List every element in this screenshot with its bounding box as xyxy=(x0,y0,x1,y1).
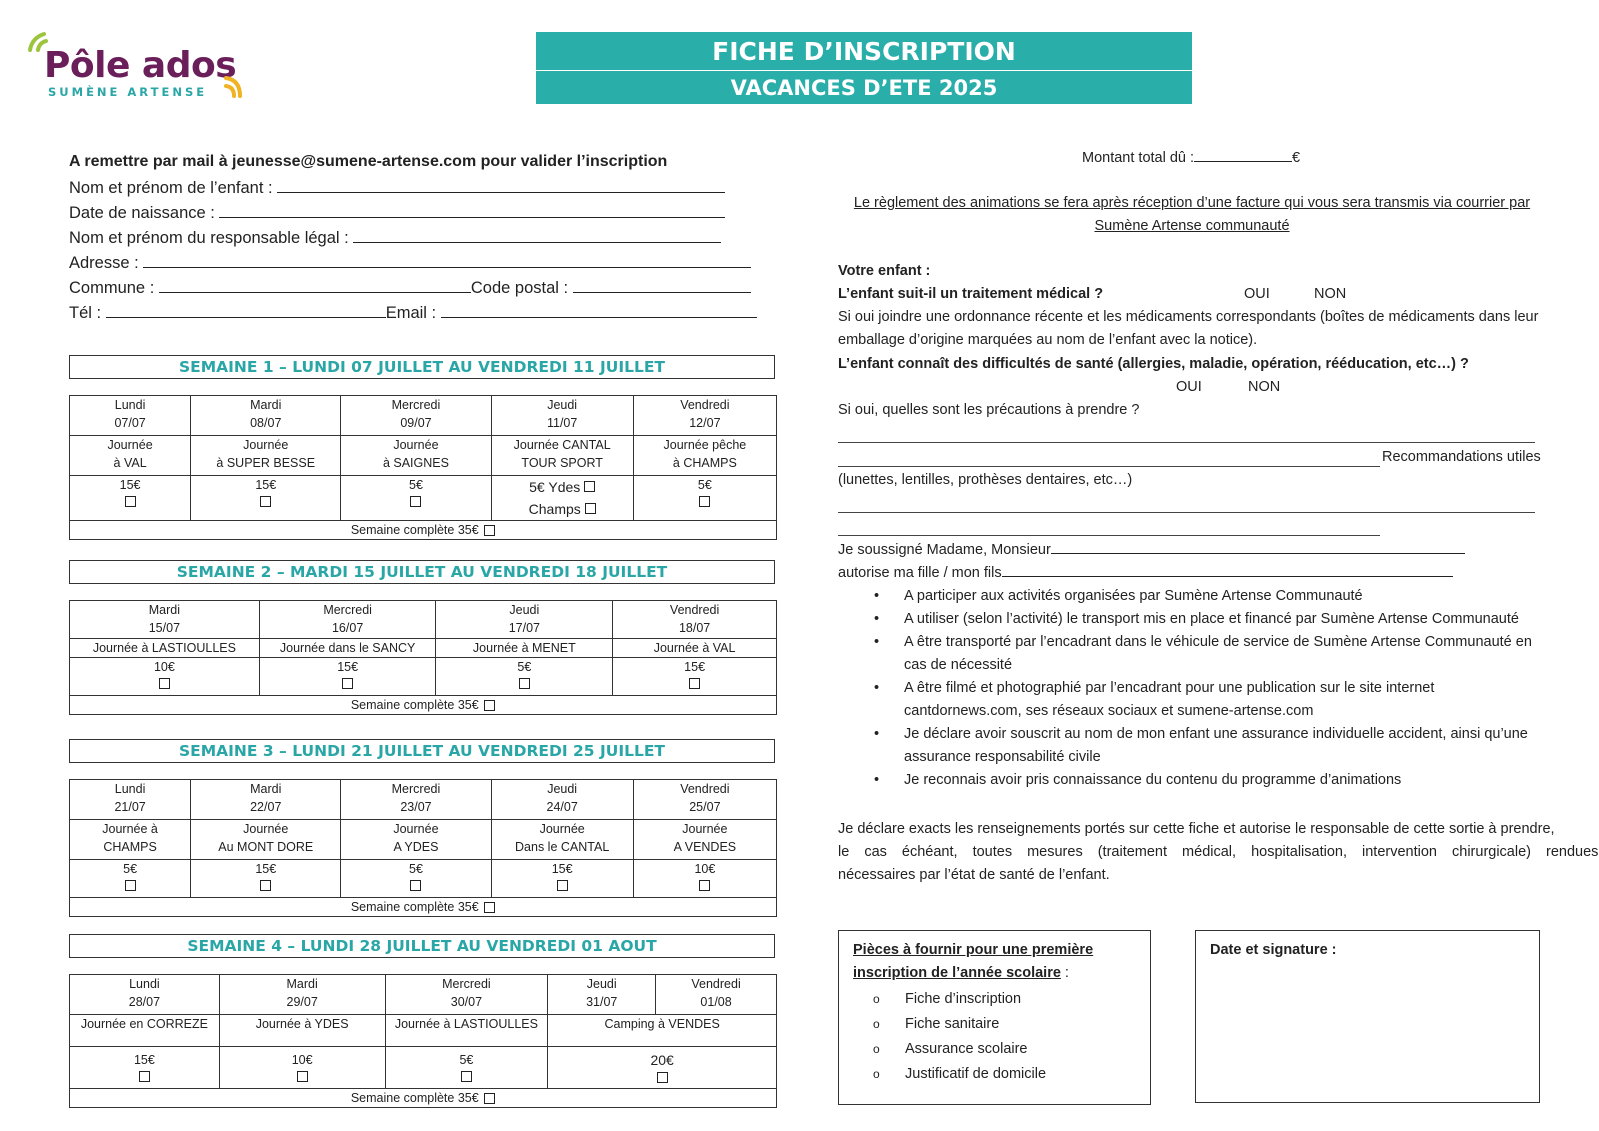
week2-activity: Journée à LASTIOULLES xyxy=(70,639,260,658)
week1-price: 15€ xyxy=(119,478,141,492)
logo xyxy=(26,30,256,105)
soussigne-field[interactable] xyxy=(838,539,1465,562)
week3-full-checkbox[interactable] xyxy=(484,902,495,913)
week1-day: Lundi 07/07 xyxy=(70,396,191,436)
precautions-line-2[interactable] xyxy=(838,466,1380,467)
week3-day: Vendredi 25/07 xyxy=(633,780,776,820)
week1-activity: Journée à SUPER BESSE xyxy=(191,436,341,476)
week1-full: Semaine complète 35€ xyxy=(350,523,479,537)
week1-title: SEMAINE 1 – LUNDI 07 JUILLET AU VENDREDI 11 JUILLET xyxy=(69,355,775,379)
week3-activity: Journée Dans le CANTAL xyxy=(491,820,633,860)
week2-price: 5€ xyxy=(517,660,532,674)
week4-camping-checkbox[interactable] xyxy=(657,1072,668,1083)
week2-day: Vendredi 18/07 xyxy=(613,601,777,639)
birth-date-field[interactable] xyxy=(69,201,725,225)
week2-activity: Journée dans le SANCY xyxy=(259,639,436,658)
week4-day: Jeudi 31/07 xyxy=(548,975,656,1015)
week4-day: Mardi 29/07 xyxy=(219,975,385,1015)
week2-full-checkbox[interactable] xyxy=(484,700,495,711)
votre-enfant-heading: Votre enfant : xyxy=(838,263,931,279)
piece-item: o Fiche d’inscription xyxy=(873,991,1022,1007)
week3-price: 5€ xyxy=(123,862,138,876)
week3-activity: Journée A YDES xyxy=(341,820,491,860)
week1-full-checkbox[interactable] xyxy=(484,525,495,536)
montant-unit: € xyxy=(1292,150,1301,166)
week4-activity: Journée en CORREZE xyxy=(70,1015,220,1047)
week4-checkbox[interactable] xyxy=(297,1071,308,1082)
montant-field[interactable] xyxy=(1082,146,1300,170)
week2-full: Semaine complète 35€ xyxy=(350,698,479,712)
week1-activity: Journée CANTAL TOUR SPORT xyxy=(491,436,633,476)
pieces-box xyxy=(838,930,1151,1105)
header-title: FICHE D’INSCRIPTION xyxy=(536,32,1192,71)
week1-checkbox[interactable] xyxy=(410,496,421,507)
question-traitement: L’enfant suit-il un traitement médical ? OUI NON xyxy=(838,283,1538,306)
signal-icon-right xyxy=(222,74,252,104)
autorise-label: autorise ma fille / mon fils xyxy=(838,565,1002,581)
week3-checkbox[interactable] xyxy=(125,880,136,891)
tel-label: Tél : xyxy=(69,304,102,322)
logo-name: Pôle ados xyxy=(44,45,237,86)
signature-box[interactable] xyxy=(1195,930,1540,1103)
recommandations-line-2[interactable] xyxy=(838,535,1380,536)
week2-day: Mardi 15/07 xyxy=(70,601,260,639)
week2-activity: Journée à VAL xyxy=(613,639,777,658)
week1-activity: Journée à SAIGNES xyxy=(341,436,491,476)
auth-item: • A participer aux activités organisées par Sumène Artense Communauté xyxy=(874,588,1363,604)
q2-non[interactable]: NON xyxy=(1248,379,1281,395)
week1-price: 5€ xyxy=(409,478,423,492)
week3-day: Jeudi 24/07 xyxy=(491,780,633,820)
piece-item: o Assurance scolaire xyxy=(873,1041,1028,1057)
week1-day: Mercredi 09/07 xyxy=(341,396,491,436)
week4-title: SEMAINE 4 – LUNDI 28 JUILLET AU VENDREDI 01 AOUT xyxy=(69,934,775,958)
week1-checkbox-champs[interactable] xyxy=(585,503,596,514)
week3-day: Lundi 21/07 xyxy=(70,780,191,820)
auth-item: • A être filmé et photographié par l’encadrant pour une publication sur le site internet cantdornews.com, ses réseaux sociaux et sumene-artense.com xyxy=(874,680,1435,719)
tel-field[interactable] xyxy=(69,301,757,325)
q2-oui[interactable]: OUI xyxy=(1176,379,1202,395)
week2-checkbox[interactable] xyxy=(519,678,530,689)
week1-day: Mardi 08/07 xyxy=(191,396,341,436)
week2-table xyxy=(69,600,777,715)
week4-camping-price: 20€ xyxy=(650,1052,674,1068)
form-intro: A remettre par mail à jeunesse@sumene-artense.com pour valider l’inscription xyxy=(69,153,668,170)
week4-price: 10€ xyxy=(291,1053,313,1067)
week4-activity: Journée à LASTIOULLES xyxy=(385,1015,548,1047)
week2-activity: Journée à MENET xyxy=(436,639,613,658)
week3-checkbox[interactable] xyxy=(260,880,271,891)
week1-activity: Journée à VAL xyxy=(70,436,191,476)
week2-price: 15€ xyxy=(684,660,706,674)
week3-price: 15€ xyxy=(255,862,277,876)
week2-price: 15€ xyxy=(337,660,359,674)
week3-table xyxy=(69,779,777,917)
week3-checkbox[interactable] xyxy=(410,880,421,891)
auth-item: • A être transporté par l’encadrant dans le véhicule de service de Sumène Artense Communauté en cas de nécessité xyxy=(874,634,1532,673)
precautions-line-1[interactable] xyxy=(838,442,1535,443)
week3-day: Mardi 22/07 xyxy=(191,780,341,820)
reglement-note: Le règlement des animations se fera après réception d’une facture qui vous sera transmis via courrier par Sumène Artense communauté xyxy=(853,195,1531,234)
week1-option-ydes: 5€ Ydes xyxy=(529,479,581,495)
q1-note: Si oui joindre une ordonnance récente et les médicaments correspondants (boîtes de médicaments dans leur emballage d’origine marquées au nom de l’enfant avec la notice). xyxy=(838,309,1539,348)
week4-day: Vendredi 01/08 xyxy=(656,975,777,1015)
week4-full: Semaine complète 35€ xyxy=(350,1091,479,1105)
week3-checkbox[interactable] xyxy=(557,880,568,891)
week2-checkbox[interactable] xyxy=(342,678,353,689)
week2-checkbox[interactable] xyxy=(689,678,700,689)
logo-subtitle: SUMÈNE ARTENSE xyxy=(48,85,208,99)
week4-price: 15€ xyxy=(133,1053,155,1067)
address-label: Adresse : xyxy=(69,254,139,272)
guardian-label: Nom et prénom du responsable légal : xyxy=(69,229,349,247)
week3-price: 5€ xyxy=(409,862,423,876)
week3-checkbox[interactable] xyxy=(699,880,710,891)
week1-checkbox-ydes[interactable] xyxy=(584,481,595,492)
week4-checkbox[interactable] xyxy=(139,1071,150,1082)
week3-price: 10€ xyxy=(694,862,716,876)
week4-activity: Journée à YDES xyxy=(219,1015,385,1047)
recommandations-line-1[interactable] xyxy=(838,512,1535,513)
soussigne-label: Je soussigné Madame, Monsieur xyxy=(838,542,1051,558)
q1-non[interactable]: NON xyxy=(1314,286,1347,302)
week3-price: 15€ xyxy=(551,862,573,876)
header-banner xyxy=(536,32,1192,104)
week1-day: Jeudi 11/07 xyxy=(491,396,633,436)
week1-day: Vendredi 12/07 xyxy=(633,396,776,436)
autorise-field[interactable] xyxy=(838,562,1453,585)
week4-camping-activity: Camping à VENDES xyxy=(548,1015,777,1047)
q2-precautions-label: Si oui, quelles sont les précautions à prendre ? xyxy=(838,402,1140,418)
commune-label: Commune : xyxy=(69,279,155,297)
week4-checkbox[interactable] xyxy=(461,1071,472,1082)
week2-title: SEMAINE 2 – MARDI 15 JUILLET AU VENDREDI 18 JUILLET xyxy=(69,560,775,584)
week3-day: Mercredi 23/07 xyxy=(341,780,491,820)
piece-item: o Justificatif de domicile xyxy=(873,1066,1047,1082)
week3-title: SEMAINE 3 – LUNDI 21 JUILLET AU VENDREDI 25 JUILLET xyxy=(69,739,775,763)
week2-checkbox[interactable] xyxy=(159,678,170,689)
week3-full: Semaine complète 35€ xyxy=(350,900,479,914)
week1-price: 15€ xyxy=(255,478,277,492)
recommandations-note: (lunettes, lentilles, prothèses dentaires, etc…) xyxy=(838,472,1133,488)
birth-date-label: Date de naissance : xyxy=(69,204,215,222)
week2-day: Mercredi 16/07 xyxy=(259,601,436,639)
week3-activity: Journée A VENDES xyxy=(633,820,776,860)
week1-checkbox[interactable] xyxy=(260,496,271,507)
week3-activity: Journée Au MONT DORE xyxy=(191,820,341,860)
week1-checkbox[interactable] xyxy=(125,496,136,507)
address-field[interactable] xyxy=(69,251,751,275)
header-subtitle: VACANCES D’ETE 2025 xyxy=(730,76,998,100)
auth-item: • A utiliser (selon l’activité) le transport mis en place et financé par Sumène Artense Communauté xyxy=(874,611,1519,627)
week4-day: Lundi 28/07 xyxy=(70,975,220,1015)
commune-field[interactable] xyxy=(69,276,751,300)
week4-full-checkbox[interactable] xyxy=(484,1093,495,1104)
week4-table xyxy=(69,974,777,1108)
week2-price: 10€ xyxy=(153,660,175,674)
email-label: Email : xyxy=(385,304,437,322)
child-name-label: Nom et prénom de l’enfant : xyxy=(69,179,273,197)
montant-label: Montant total dû : xyxy=(1082,150,1195,166)
recommandations-label: Recommandations utiles xyxy=(1382,449,1541,465)
week2-day: Jeudi 17/07 xyxy=(436,601,613,639)
week1-table xyxy=(69,395,777,540)
q1-oui[interactable]: OUI xyxy=(1244,286,1270,302)
week1-activity: Journée pêche à CHAMPS xyxy=(633,436,776,476)
child-name-field[interactable] xyxy=(69,176,725,200)
q2-answers xyxy=(838,376,1281,399)
week1-price: 5€ xyxy=(697,478,712,492)
auth-item: • Je reconnais avoir pris connaissance du contenu du programme d’animations xyxy=(874,772,1402,788)
auth-item: • Je déclare avoir souscrit au nom de mon enfant une assurance individuelle accident, ainsi qu’une assurance responsabilité civile xyxy=(874,726,1528,765)
week3-activity: Journée à CHAMPS xyxy=(70,820,191,860)
declaration: Je déclare exacts les renseignements portés sur cette fiche et autorise le responsable de cette sortie à prendre, le cas échéant, toutes mesures (traitement médical, hospitalisation, intervention chirurgicale) rendues nécessaires par l’état de santé de l’enfant. xyxy=(838,821,1599,883)
week1-option-champs: Champs xyxy=(528,501,581,517)
postal-label: Code postal : xyxy=(470,279,569,297)
signature-label: Date et signature : xyxy=(1210,942,1337,958)
authorisation-list xyxy=(838,585,1550,792)
guardian-field[interactable] xyxy=(69,226,721,250)
piece-item: o Fiche sanitaire xyxy=(873,1016,1000,1032)
week4-day: Mercredi 30/07 xyxy=(385,975,548,1015)
week4-price: 5€ xyxy=(459,1053,474,1067)
pieces-title: Pièces à fournir pour une première inscription de l’année scolaire : xyxy=(853,942,1094,981)
week1-checkbox[interactable] xyxy=(699,496,710,507)
question-sante: L’enfant connaît des difficultés de santé (allergies, maladie, opération, rééducation, etc…) ? xyxy=(838,356,1469,372)
